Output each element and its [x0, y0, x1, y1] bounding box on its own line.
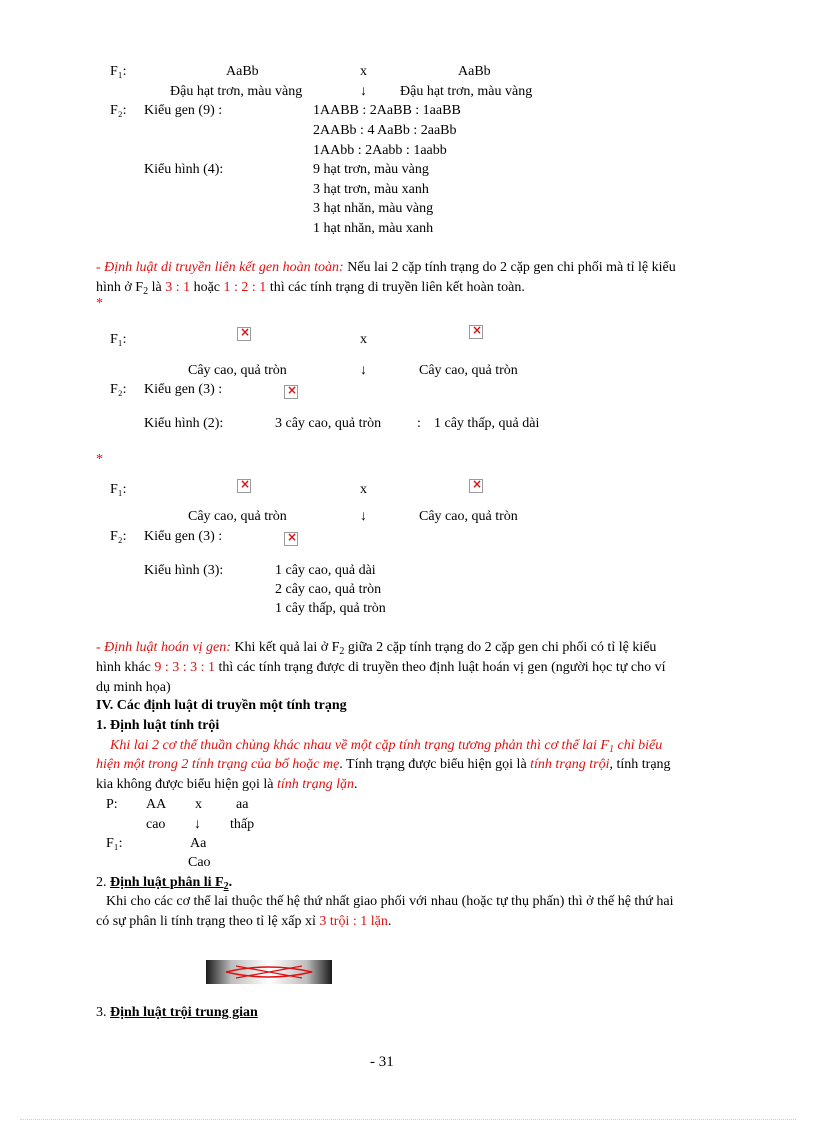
- parent1-genotype: AaBb: [226, 64, 259, 79]
- ratio-3-1: 3 : 1: [165, 280, 191, 295]
- recombination-title: - Định luật hoán vị gen:: [96, 640, 231, 655]
- banner-cross-graphic: [206, 960, 332, 984]
- ex1-phenotype-label: Kiểu hình (2):: [144, 416, 224, 431]
- ex1-phenotype-2: 1 cây thấp, quả dài: [434, 416, 540, 431]
- text: thì các tính trạng di truyền liên kết hoàn toàn.: [266, 280, 525, 295]
- text: hoặc: [190, 280, 224, 295]
- ex2-phenotype-label: Kiểu hình (3):: [144, 563, 224, 578]
- text: , tính trạng: [609, 757, 671, 772]
- cross-f1-label: F₁:: [106, 836, 123, 851]
- text: Định luật trội trung gian: [110, 1005, 258, 1020]
- linkage-law-line-2: [96, 280, 525, 296]
- segregation-law-line-2: [96, 914, 391, 930]
- dominance-law-line-2: [96, 757, 671, 773]
- phenotype-label: Kiểu hình (4):: [144, 162, 224, 177]
- ex2-phenotype-1: 1 cây cao, quả dài: [275, 563, 376, 578]
- ex1-genotype-label: Kiểu gen (3) :: [144, 382, 223, 397]
- ex2-down-arrow: ↓: [360, 509, 367, 524]
- text: .: [228, 875, 233, 890]
- text: 2.: [96, 875, 110, 890]
- dominance-law-heading: 1. Định luật tính trội: [96, 718, 220, 733]
- page-bottom-divider: [20, 1119, 796, 1120]
- cross-short: thấp: [230, 817, 255, 832]
- ratio-1-2-1: 1 : 2 : 1: [223, 280, 267, 295]
- cross-offspring-Aa: Aa: [190, 836, 207, 851]
- text: Định luật phân li F: [110, 875, 224, 890]
- phenotype-line-1: 9 hạt trơn, màu vàng: [313, 162, 429, 177]
- f1-label: F₁:: [110, 64, 127, 79]
- ex1-phenotype-1: 3 cây cao, quả tròn: [275, 416, 382, 431]
- subscript: 2: [223, 881, 229, 892]
- text: .: [354, 777, 358, 792]
- text: hình ở F: [96, 280, 144, 295]
- page-number: - 31: [370, 1054, 394, 1070]
- recombination-line-2: [96, 660, 665, 676]
- ex2-f1-label: F₁:: [110, 482, 127, 497]
- ex2-f2-label: F₂:: [110, 529, 127, 544]
- cross-tall: cao: [146, 817, 166, 832]
- text: chỉ biểu: [613, 738, 663, 753]
- f2-label: F₂:: [110, 103, 127, 118]
- text: .: [387, 914, 392, 929]
- intermediate-dominance-heading: [96, 1005, 258, 1021]
- segregation-law-line-1: Khi cho các cơ thể lai thuộc thế hệ thứ nhất giao phối với nhau (hoặc tự thụ phấn) thì ở thế hệ thứ hai: [106, 894, 674, 909]
- section-iv-heading: IV. Các định luật di truyền một tính trạng: [96, 698, 347, 713]
- example-1-marker: *: [96, 296, 103, 311]
- text: Khi lai 2 cơ thể thuần chủng khác nhau về một cặp tính trạng tương phản thì cơ thể lai F: [110, 738, 609, 753]
- ex2-parent2-phenotype: Cây cao, quả tròn: [419, 509, 518, 524]
- text: là: [148, 280, 166, 295]
- text: hiện một trong 2 tính trạng của bố hoặc mẹ: [96, 757, 340, 772]
- text: Khi kết quả lai ở F: [230, 640, 340, 655]
- ex2-phenotype-2: 2 cây cao, quả tròn: [275, 582, 382, 597]
- cross-p-label: P:: [106, 797, 118, 812]
- linkage-law-title: - Định luật di truyền liên kết gen hoàn toàn:: [96, 260, 344, 275]
- example-2-marker: *: [96, 452, 103, 467]
- cross-parent-aa: aa: [236, 797, 249, 812]
- broken-image-icon: [469, 479, 483, 493]
- broken-image-icon: [237, 327, 251, 341]
- cross-offspring-tall: Cao: [188, 855, 211, 870]
- text: . Tính trạng được biểu hiện gọi là: [339, 757, 531, 772]
- phenotype-line-4: 1 hạt nhăn, màu xanh: [313, 221, 434, 236]
- ex2-phenotype-3: 1 cây thấp, quả tròn: [275, 601, 386, 616]
- cross-parent-AA: AA: [146, 797, 167, 812]
- dominance-law-line-3: [96, 777, 358, 793]
- text: thì các tính trạng được di truyền theo định luật hoán vị gen (người học tự cho ví: [215, 660, 666, 675]
- text: có sự phân li tính trạng theo tỉ lệ xấp xỉ: [96, 914, 320, 929]
- cross-symbol: x: [360, 64, 367, 79]
- ex2-genotype-label: Kiểu gen (3) :: [144, 529, 223, 544]
- ex1-f1-label: F₁:: [110, 332, 127, 347]
- subscript: 2: [143, 286, 149, 297]
- recombination-line-3: dụ minh họa): [96, 680, 171, 695]
- genotype-label: Kiểu gen (9) :: [144, 103, 223, 118]
- ex1-cross-symbol: x: [360, 332, 367, 347]
- broken-image-icon: [237, 479, 251, 493]
- genotype-line-3: 1AAbb : 2Aabb : 1aabb: [313, 143, 447, 158]
- decorative-banner-image: [206, 960, 332, 984]
- parent1-phenotype: Đậu hạt trơn, màu vàng: [170, 84, 303, 99]
- ratio-9-3-3-1: 9 : 3 : 3 : 1: [154, 660, 215, 675]
- broken-image-icon: [284, 385, 298, 399]
- subscript: 1: [608, 744, 614, 755]
- text: giữa 2 cặp tính trạng do 2 cặp gen chi phối có tỉ lệ kiểu: [344, 640, 657, 655]
- recombination-line-1: [96, 640, 656, 656]
- ex1-down-arrow: ↓: [360, 363, 367, 378]
- genotype-line-1: 1AABB : 2AaBB : 1aaBB: [313, 103, 461, 118]
- dominance-law-line-1: [110, 738, 662, 754]
- ex1-ratio-colon: :: [417, 416, 421, 431]
- text: kia không được biểu hiện gọi là: [96, 777, 278, 792]
- ex1-f2-label: F₂:: [110, 382, 127, 397]
- cross-arrow: ↓: [194, 817, 201, 832]
- text: 3.: [96, 1005, 110, 1020]
- linkage-law-line-1: [96, 260, 676, 276]
- parent2-phenotype: Đậu hạt trơn, màu vàng: [400, 84, 533, 99]
- phenotype-line-3: 3 hạt nhăn, màu vàng: [313, 201, 434, 216]
- broken-image-icon: [284, 532, 298, 546]
- ex2-parent1-phenotype: Cây cao, quả tròn: [188, 509, 287, 524]
- ex1-parent2-phenotype: Cây cao, quả tròn: [419, 363, 518, 378]
- text: hình khác: [96, 660, 155, 675]
- down-arrow: ↓: [360, 84, 367, 99]
- linkage-law-text-1: Nếu lai 2 cặp tính trạng do 2 cặp gen chi phối mà tỉ lệ kiểu: [343, 260, 676, 275]
- ex1-parent1-phenotype: Cây cao, quả tròn: [188, 363, 287, 378]
- cross-x: x: [195, 797, 202, 812]
- parent2-genotype: AaBb: [458, 64, 491, 79]
- recessive-trait-term: tính trạng lặn: [277, 777, 355, 792]
- ex2-cross-symbol: x: [360, 482, 367, 497]
- genotype-line-2: 2AABb : 4 AaBb : 2aaBb: [313, 123, 457, 138]
- segregation-law-heading: [96, 875, 232, 891]
- dominant-trait-term: tính trạng trội: [530, 757, 610, 772]
- subscript: 2: [339, 646, 345, 657]
- broken-image-icon: [469, 325, 483, 339]
- phenotype-line-2: 3 hạt trơn, màu xanh: [313, 182, 429, 197]
- ratio-3-dominant-1-recessive: 3 trội : 1 lặn: [319, 914, 388, 929]
